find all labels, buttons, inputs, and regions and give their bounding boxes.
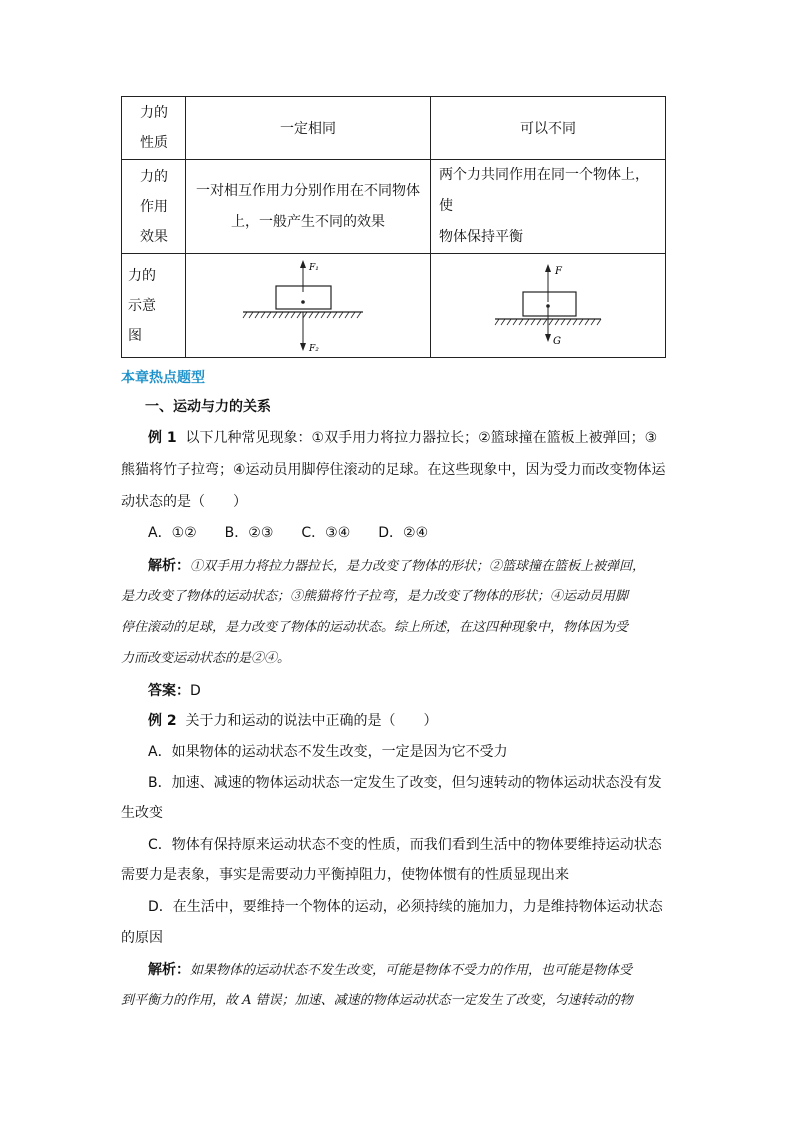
force-label: F <box>555 265 562 277</box>
table-cell: 一定相同 <box>186 97 431 160</box>
cell-line: 两个力共同作用在同一个物体上，使 <box>439 167 649 214</box>
analysis-line: 到平衡力的作用，故 A 错误；加速、减速的物体运动状态一定发生了改变，匀速转动的物 <box>121 993 633 1008</box>
option-c: C．物体有保持原来运动状态不变的性质，而我们看到生活中的物体要维持运动状态 <box>148 837 662 853</box>
table-cell <box>431 254 666 358</box>
row-header <box>122 97 186 160</box>
example-1-options: A．①② B．②③ C．③④ D．②④ <box>148 525 429 541</box>
option-a: A．如果物体的运动状态不发生改变，一定是因为它不受力 <box>148 744 508 760</box>
answer-line <box>148 683 201 699</box>
cell-line: 物体保持平衡 <box>439 229 523 245</box>
answer-value: D <box>190 683 201 699</box>
analysis-line <box>148 962 632 979</box>
interaction-force-diagram <box>233 256 383 356</box>
table-cell <box>431 160 666 254</box>
table-cell <box>186 160 431 254</box>
force-label: F₁ <box>309 262 319 273</box>
row-header-line: 性质 <box>140 135 168 151</box>
example-1-line <box>148 430 657 446</box>
table-row <box>122 254 666 358</box>
option-d: D．在生活中，要维持一个物体的运动，必须持续的施加力，力是维持物体运动状态 <box>148 899 663 915</box>
row-header-line: 示意 <box>128 297 156 314</box>
row-header-line: 力的 <box>140 168 168 185</box>
row-header-line: 力的 <box>140 105 168 121</box>
analysis-line <box>148 558 645 575</box>
table-cell: 可以不同 <box>431 97 666 160</box>
comparison-table <box>121 96 666 358</box>
balance-force-diagram <box>473 256 623 356</box>
row-header <box>122 254 186 358</box>
cell-line: 上，一般产生不同的效果 <box>231 213 385 230</box>
example-label: 例 1 <box>148 430 177 446</box>
table-row <box>122 160 666 254</box>
example-1-line: 熊猫将竹子拉弯；④运动员用脚停住滚动的足球。在这些现象中，因为受力而改变物体运 <box>121 462 666 478</box>
analysis-text: 如果物体的运动状态不发生改变，可能是物体不受力的作用，也可能是物体受 <box>190 963 633 978</box>
option-b: B．加速、减速的物体运动状态一定发生了改变，但匀速转动的物体运动状态没有发 <box>148 775 662 791</box>
row-header-line: 作用 <box>140 198 168 215</box>
answer-label: 答案： <box>148 683 190 699</box>
table-cell <box>186 254 431 358</box>
cell-line: 一对相互作用力分别作用在不同物体 <box>196 182 420 199</box>
analysis-line: 是力改变了物体的运动状态；③熊猫将竹子拉弯，是力改变了物体的形状；④运动员用脚 <box>121 589 629 604</box>
row-header-line: 力的 <box>128 267 156 284</box>
row-header-line: 效果 <box>140 228 168 245</box>
analysis-label: 解析： <box>148 558 190 574</box>
row-header-line: 图 <box>128 327 142 344</box>
option-b-cont: 生改变 <box>121 805 163 821</box>
option-d-cont: 的原因 <box>121 930 163 946</box>
table-row <box>122 97 666 160</box>
topic-heading: 一、运动与力的关系 <box>145 399 271 415</box>
analysis-line: 力而改变运动状态的是②④。 <box>121 651 291 666</box>
example-text: 以下几种常见现象：①双手用力将拉力器拉长；②篮球撞在篮板上被弹回；③ <box>185 430 658 446</box>
row-header <box>122 160 186 254</box>
section-title: 本章热点题型 <box>121 370 205 386</box>
analysis-label: 解析： <box>148 962 190 978</box>
example-label: 例 2 <box>148 713 177 729</box>
analysis-text: ①双手用力将拉力器拉长，是力改变了物体的形状；②篮球撞在篮板上被弹回， <box>190 559 646 574</box>
option-c-cont: 需要力是表象，事实是需要动力平衡掉阻力，使物体惯有的性质显现出来 <box>121 867 569 883</box>
example-2-line <box>148 713 438 729</box>
force-label: G <box>553 335 561 347</box>
example-1-line: 动状态的是（ ） <box>121 494 247 510</box>
force-label: F₂ <box>309 343 319 354</box>
example-text: 关于力和运动的说法中正确的是（ ） <box>185 713 438 729</box>
analysis-line: 停住滚动的足球，是力改变了物体的运动状态。综上所述，在这四种现象中，物体因为受 <box>121 620 629 635</box>
